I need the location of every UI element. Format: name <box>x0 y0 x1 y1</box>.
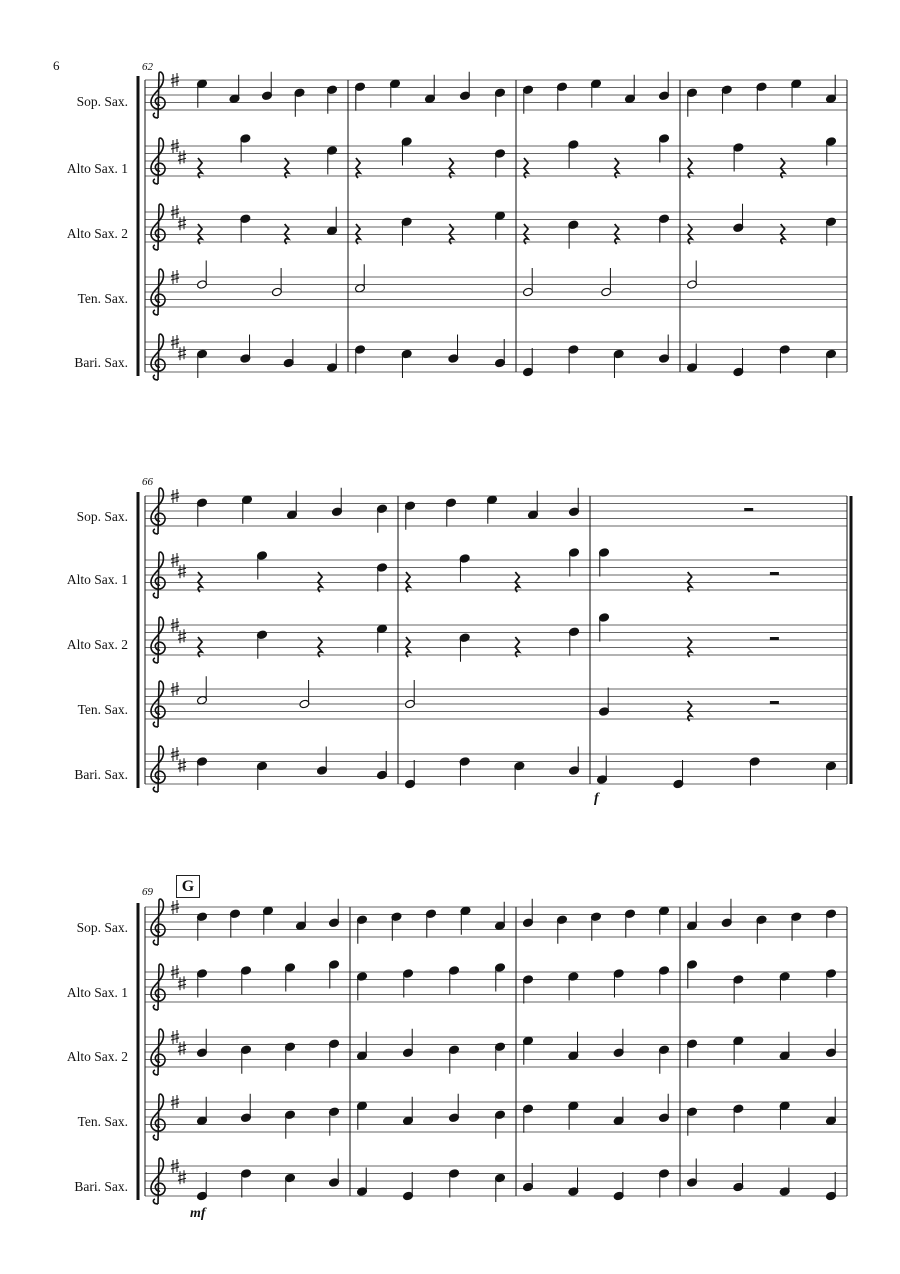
staff-label-soprano-sax: Sop. Sax. <box>76 920 128 935</box>
dynamic-marking: f <box>594 791 599 806</box>
sharp-icon <box>178 758 186 772</box>
sharp-icon <box>178 1170 186 1184</box>
staff-label-soprano-sax: Sop. Sax. <box>76 94 128 109</box>
measure-number: 69 <box>142 886 153 898</box>
staff-label-alto-sax-1: Alto Sax. 1 <box>66 985 128 1000</box>
staff-label-baritone-sax: Bari. Sax. <box>74 767 128 782</box>
sharp-icon <box>178 216 186 230</box>
staff-label-baritone-sax: Bari. Sax. <box>74 1179 128 1194</box>
staff-label-soprano-sax: Sop. Sax. <box>76 509 128 524</box>
staff-label-tenor-sax: Ten. Sax. <box>77 702 128 717</box>
sharp-icon <box>178 346 186 360</box>
page-number: 6 <box>53 58 60 73</box>
sharp-icon <box>178 629 186 643</box>
staff-label-alto-sax-1: Alto Sax. 1 <box>66 572 128 587</box>
half-rest-icon <box>744 508 753 511</box>
half-rest-icon <box>770 637 779 640</box>
staff-label-alto-sax-2: Alto Sax. 2 <box>66 226 128 241</box>
dynamic-marking: mf <box>190 1206 206 1221</box>
staff-label-alto-sax-2: Alto Sax. 2 <box>66 1049 128 1064</box>
half-rest-icon <box>770 701 779 704</box>
staff-label-alto-sax-1: Alto Sax. 1 <box>66 161 128 176</box>
sharp-icon <box>178 1041 186 1055</box>
sharp-icon <box>178 564 186 578</box>
rehearsal-mark: G <box>176 875 200 898</box>
measure-number: 66 <box>142 476 153 488</box>
sharp-icon <box>178 150 186 164</box>
measure-number: 62 <box>142 61 153 73</box>
staff-label-baritone-sax: Bari. Sax. <box>74 355 128 370</box>
staff-label-alto-sax-2: Alto Sax. 2 <box>66 637 128 652</box>
sharp-icon <box>178 976 186 990</box>
staff-label-tenor-sax: Ten. Sax. <box>77 291 128 306</box>
half-rest-icon <box>770 572 779 575</box>
staff-label-tenor-sax: Ten. Sax. <box>77 1114 128 1129</box>
